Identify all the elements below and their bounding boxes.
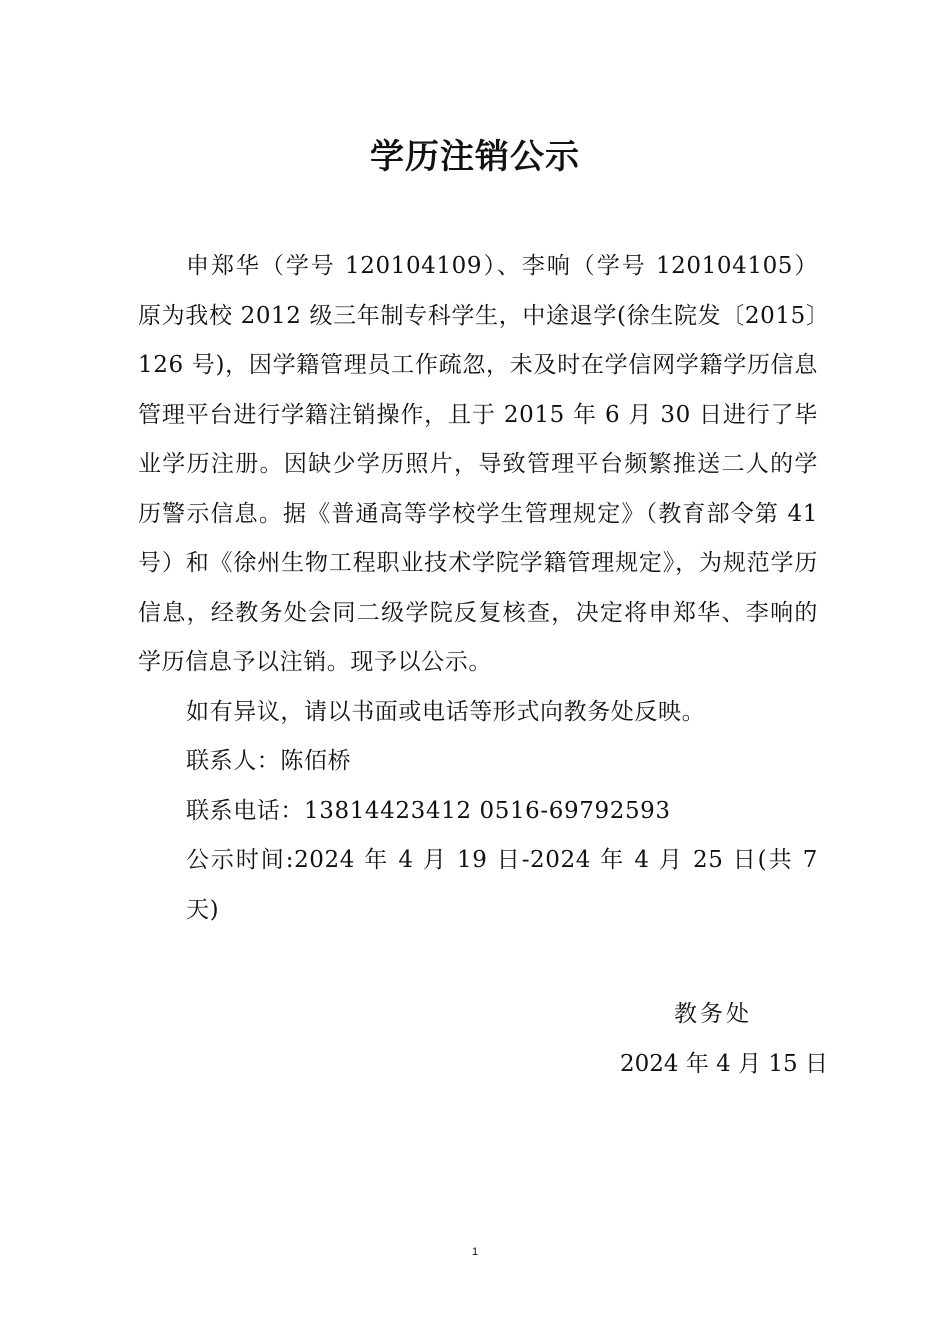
notice-period: 公示时间:2024 年 4 月 19 日-2024 年 4 月 25 日(共 7 天) (186, 847, 818, 923)
signature-date: 2024 年 4 月 15 日 (620, 1051, 828, 1077)
document-body (138, 242, 818, 935)
page-number: 1 (471, 1246, 479, 1258)
contact-phone: 联系电话：13814423412 0516-69792593 (186, 797, 671, 824)
main-paragraph: 申郑华（学号 120104109）、李响（学号 120104105）原为我校 2012 级三年制专科学生，中途退学(徐生院发〔2015〕126 号)，因学籍管理员工作疏忽，未及时在学信网学籍学历信息管理平台进行学籍注销操作，且于 2015 年 6 月 30 日进行了毕业学历注册。因缺少学历照片，导致管理平台频繁推送二人的学历警示信息。据《普通高等学校学生管理规定》（教育部令第 41 号）和《徐州生物工程职业技术学院学籍管理规定》，为规范学历信息，经教务处会同二级学院反复核查，决定将申郑华、李响的学历信息予以注销。现予以公示。 (138, 253, 818, 675)
document-title: 学历注销公示 (370, 137, 580, 177)
objection-paragraph: 如有异议，请以书面或电话等形式向教务处反映。 (186, 698, 706, 725)
signature-office: 教务处 (674, 1001, 752, 1027)
contact-person: 联系人：陈佰桥 (186, 748, 352, 774)
